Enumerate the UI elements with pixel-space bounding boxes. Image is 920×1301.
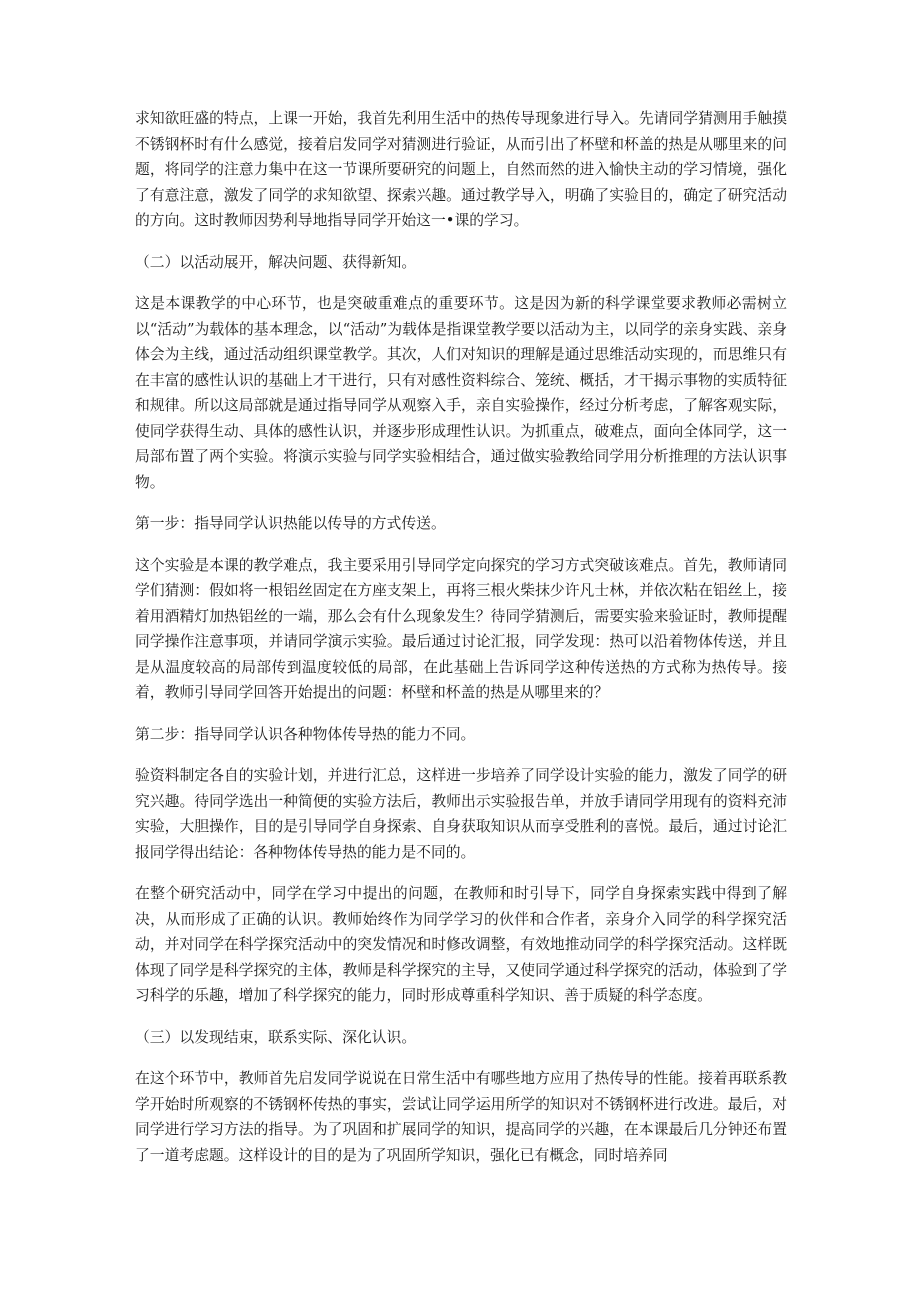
paragraph-gap	[135, 1009, 787, 1025]
paragraph-activity: 这是本课教学的中心环节，也是突破重难点的重要环节。这是因为新的科学课堂要求教师必需树立以“活动”为载体的基本理念，以“活动”为载体是指课堂教学要以活动为主，以同学的亲身实践、亲身体会为主线，通过活动组织课堂教学。其次，人们对知识的理解是通过思维活动实现的，而思维只有在丰富的感性认识的基础上才干进行，只有对感性资料综合、笼统、概括，才干揭示事物的实质特征和规律。所以这局部就是通过指导同学从观察入手，亲自实验操作，经过分析考虑，了解客观实际，使同学获得生动、具体的感性认识，并逐步形成理性认识。为抓重点，破难点，面向全体同学，这一局部布置了两个实验。将演示实验与同学实验相结合，通过做实验教给同学用分析推理的方法认识事物。	[135, 295, 787, 491]
section-heading-3: （三）以发现结束，联系实际、深化认识。	[135, 1028, 417, 1046]
paragraph-gap	[135, 747, 787, 763]
paragraph-conclusion: 在这个环节中，教师首先启发同学说说在日常生活中有哪些地方应用了热传导的性能。接着再联系教学开始时所观察的不锈钢杯传热的事实，尝试让同学运用所学的知识对不锈钢杯进行改进。最后，对同学进行学习方法的指导。为了巩固和扩展同学的知识，提高同学的兴趣，在本课最后几分钟还布置了一道考虑题。这样设计的目的是为了巩固所学知识，强化已有概念，同时培养同	[135, 1070, 787, 1164]
paragraph-gap	[135, 865, 787, 881]
paragraph-gap	[135, 537, 787, 553]
paragraph-gap	[135, 234, 787, 250]
paragraph-gap	[135, 275, 787, 291]
paragraph-summary: 在整个研究活动中，同学在学习中提出的问题，在教师和时引导下，同学自身探索实践中得到了解决，从而形成了正确的认识。教师始终作为同学学习的伙伴和合作者，亲身介入同学的科学探究活动，并对同学在科学探究活动中的突发情况和时修改调整，有效地推动同学的科学探究活动。这样既体现了同学是科学探究的主体，教师是科学探究的主导，又使同学通过科学探究的活动，体验到了学习科学的乐趣，增加了科学探究的能力，同时形成尊重科学知识、善于质疑的科学态度。	[135, 885, 787, 1004]
step-heading-1: 第一步：指导同学认识热能以传导的方式传送。	[135, 515, 446, 532]
paragraph-gap	[135, 1050, 787, 1066]
paragraph-intro: 求知欲旺盛的特点，上课一开始，我首先利用生活中的热传导现象进行导入。先请同学猜测用手触摸不锈钢杯时有什么感觉，接着启发同学对猜测进行验证，从而引出了杯壁和杯盖的热是从哪里来的问题，将同学的注意力集中在这一节课所要研究的问题上，自然而然的进入愉快主动的学习情境，强化了有意注意，激发了同学的求知欲望、探索兴趣。通过教学导入，明确了实验目的，确定了研究活动的方向。这时教师因势利导地指导同学开始这一•课的学习。	[135, 110, 787, 229]
paragraph-gap	[135, 706, 787, 722]
paragraph-gap	[135, 495, 787, 511]
paragraph-step-1: 这个实验是本课的教学难点，我主要采用引导同学定向探究的学习方式突破该难点。首先，教师请同学们猜测：假如将一根铝丝固定在方座支架上，再将三根火柴抹少许凡士林，并依次粘在铝丝上，接着用酒精灯加热铝丝的一端，那么会有什么现象发生？待同学猜测后，需要实验来验证时，教师提醒同学操作注意事项，并请同学演示实验。最后通过讨论汇报，同学发现：热可以沿着物体传送，并且是从温度较高的局部传到温度较低的局部，在此基础上告诉同学这种传送热的方式称为热传导。接着，教师引导同学回答开始提出的问题：杯壁和杯盖的热是从哪里来的？	[135, 556, 787, 701]
step-heading-2: 第二步：指导同学认识各种物体传导热的能力不同。	[135, 725, 476, 743]
paragraph-step-2: 验资料制定各自的实验计划，并进行汇总，这样进一步培养了同学设计实验的能力，激发了同学的研究兴趣。待同学选出一种简便的实验方法后，教师出示实验报告单，并放手请同学用现有的资料充沛实验，大胆操作，目的是引导同学自身探索、自身获取知识从而享受胜利的喜悦。最后，通过讨论汇报同学得出结论：各种物体传导热的能力是不同的。	[135, 767, 787, 861]
document-page	[135, 106, 787, 1168]
section-heading-2: （二）以活动展开，解决问题、获得新知。	[135, 253, 417, 271]
